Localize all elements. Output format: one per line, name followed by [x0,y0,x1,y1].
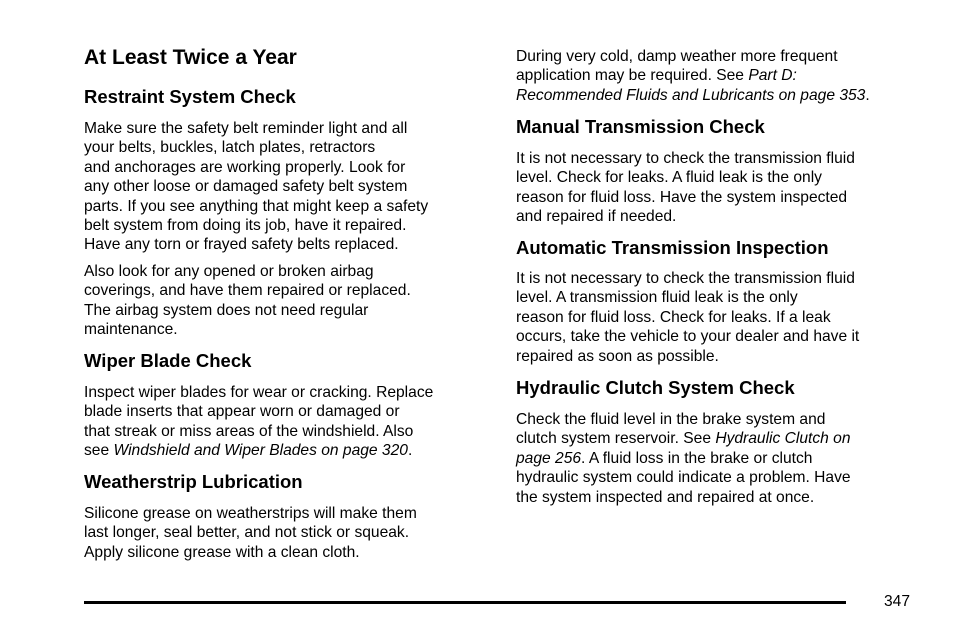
restraint-system-heading: Restraint System Check [84,86,296,107]
wiper-blade-heading: Wiper Blade Check [84,350,252,371]
fluids-lubricants-reference: Recommended Fluids and Lubricants on page 353 [516,86,866,104]
windshield-wiper-reference: Windshield and Wiper Blades on page 320 [113,442,408,460]
page-title: At Least Twice a Year [84,46,297,69]
restraint-system-paragraph-1: Make sure the safety belt reminder light and all your belts, buckles, latch plates, retractors and anchorages are working properly. Look for any other loose or damaged safety belt system parts. If you see anything that might keep a safety belt system from doing its job, have it repaired. Have any torn or frayed safety belts replaced. [84,120,429,254]
hydraulic-clutch-heading: Hydraulic Clutch System Check [516,377,795,398]
part-d-reference: Part D: [748,67,797,85]
restraint-system-paragraph-2: Also look for any opened or broken airbag coverings, and have them repaired or replaced. The airbag system does not need regular maintenance. [84,263,411,339]
wiper-blade-paragraph: Inspect wiper blades for wear or cracking. Replace blade inserts that appear worn or damaged or that streak or miss areas of the windshield. Also see Windshield and Wiper Blades on page 320. [84,384,434,460]
cold-weather-paragraph: During very cold, damp weather more frequent application may be required. See Part D: Recommended Fluids and Lubricants on page 353. [516,48,870,104]
automatic-transmission-heading: Automatic Transmission Inspection [516,237,829,258]
footer-rule [84,601,846,604]
page-number: 347 [884,593,911,610]
weatherstrip-paragraph: Silicone grease on weatherstrips will make them last longer, seal better, and not stick or squeak. Apply silicone grease with a clean cloth. [84,505,417,561]
automatic-transmission-paragraph: It is not necessary to check the transmission fluid level. A transmission fluid leak is the only reason for fluid loss. Check for leaks. If a leak occurs, take the vehicle to your dealer and have it repaired as soon as possible. [516,270,860,365]
hydraulic-clutch-paragraph: Check the fluid level in the brake system and clutch system reservoir. See Hydraulic Clutch on page 256. A fluid loss in the brake or clutch hydraulic system could indicate a problem. Have the system inspected and repaired at once. [516,411,851,506]
hydraulic-clutch-reference: Hydraulic Clutch on [715,430,851,448]
manual-transmission-heading: Manual Transmission Check [516,116,765,137]
weatherstrip-heading: Weatherstrip Lubrication [84,471,303,492]
page-256-reference: page 256 [516,449,582,467]
manual-transmission-paragraph: It is not necessary to check the transmission fluid level. Check for leaks. A fluid leak is the only reason for fluid loss. Have the system inspected and repaired if needed. [516,150,855,226]
